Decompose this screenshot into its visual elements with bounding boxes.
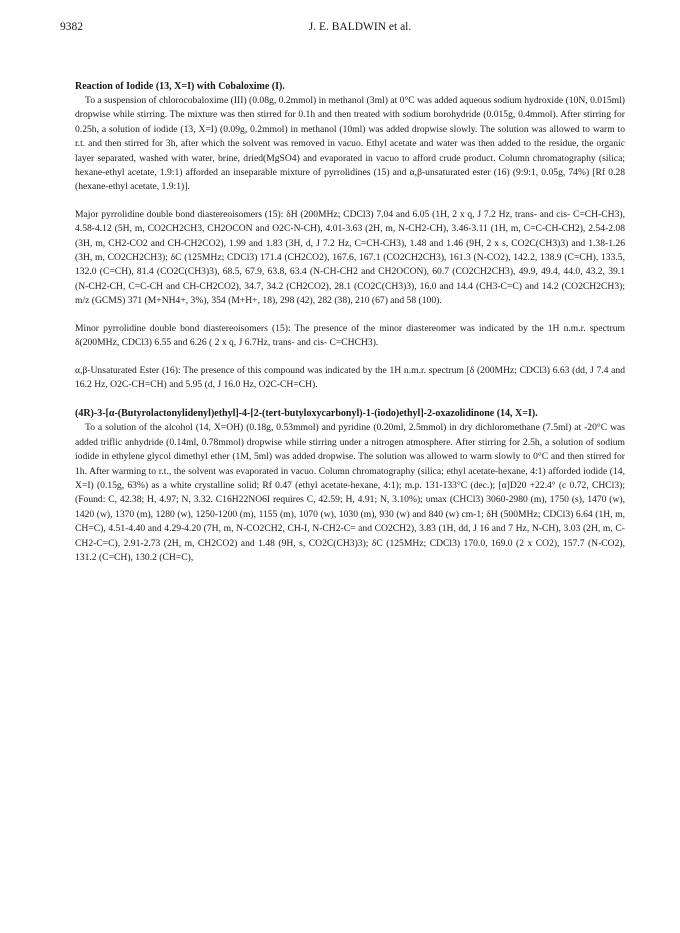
page-header xyxy=(60,21,660,37)
oxazolidinone-procedure-paragraph: To a solution of the alcohol (14, X=OH) (0.18g, 0.53mmol) and pyridine (0.20ml, 2.5mmol) in dry dichloromethane (7.5ml) at -20°C was added triflic anhydride (0.14ml, 0.78mmol) dropwise while stirring under a nitrogen atmosphere. After stirring for 2.5h, a solution of sodium iodide in ethylene glycol dimethyl ether (1M, 5ml) was added dropwise. The solution was allowed to warm slowly to 0°C and then stirred for 1h. After warming to r.t., the solvent was evaporated in vacuo. Column chromatography (silica; ethyl acetate-hexane, 4:1) afforded iodide (14, X=I) (0.15g, 63%) as a white crystalline solid; Rf 0.47 (ethyl acetate-hexane, 4:1); m.p. 131-133°C (dec.); [α]D20 +22.4° (c 0.72, CHCl3); (Found: C, 42.38; H, 4.97; N, 3.32. C16H22NO6I requires C, 42.59; H, 4.91; N, 3.10%); υmax (CHCl3) 3060-2980 (m), 1750 (s), 1470 (w), 1420 (w), 1370 (m), 1280 (w), 1250-1200 (m), 1155 (m), 1070 (w), 1030 (m), 930 (w) and 840 (w) cm-1; δH (500MHz; CDCl3) 6.64 (1H, m, CH=C), 4.51-4.40 and 4.29-4.20 (7H, m, N-CO2CH2, CH-I, N-CH2-C= and CO2CH2), 3.83 (1H, dd, J 16 and 7 Hz, N-CH), 3.03 (2H, m, C-CH2-C=C), 2.91-2.73 (2H, m, CH2CO2) and 1.48 (9H, s, CO2C(CH3)3); δC (125MHz; CDCl3) 170.0, 169.0 (2 x CO2), 157.7 (N-CO2), 131.2 (C=CH), 130.2 (CH=C), xyxy=(75,422,625,563)
running-head: J. E. BALDWIN et al. xyxy=(308,21,412,33)
unsaturated-ester-paragraph: α,β-Unsaturated Ester (16): The presence of this compound was indicated by the 1H n.m.r. spectrum [δ (200MHz; CDCl3) 6.63 (dd, J 7.4 and 16.2 Hz, O2C-CH=CH) and 5.95 (d, J 16.0 Hz, O2C-CH=CH). xyxy=(75,364,625,390)
major-diastereoisomer-paragraph: Major pyrrolidine double bond diastereoisomers (15): δH (200MHz; CDCl3) 7.04 and 6.05 (1H, 2 x q, J 7.2 Hz, trans- and cis- C=CH-CH3), 4.58-4.12 (5H, m, CO2CH2CH3, CH2OCON and O2C-N-CH), 4.01-3.63 (2H, m, N-CH2-CH), 3.46-3.11 (1H, m, C=C-CH-CH2), 2.54-2.08 (3H, m, CH2-CO2 and CH-CH2CO2), 1.99 and 1.83 (3H, d, J 7.2 Hz, C=CH-CH3), 1.48 and 1.46 (9H, 2 x s, CO2C(CH3)3) and 1.38-1.26 (3H, m, CO2CH2CH3); δC (125MHz; CDCl3) 171.4 (CH2CO2), 167.6, 167.1 (CO2CH2CH3), 161.3 (N-CO2), 142.2, 138.9 (C=CH), 133.5, 132.0 (C=CH), 81.4 (CO2C(CH3)3), 68.5, 67.9, 63.8, 63.4 (N-CH-CH2 and CH2OCON), 60.7 (CO2CH2CH3), 49.9, 49.4, 44.0, 43.2, 39.1 (N-CH2-CH, C=C-CH and CH-CH2CO2), 34.7, 34.2 (CH2CO2), 28.1 (CO2C(CH3)3), 16.0 and 14.4 (CH3-C=C) and 14.2 (CO2CH2CH3); m/z (GCMS) 371 (M+NH4+, 3%), 354 (M+H+, 18), 298 (42), 282 (38), 210 (67) and 58 (100). xyxy=(75,208,625,307)
section-heading-oxazolidinone: (4R)-3-[α-(Butyrolactonylidenyl)ethyl]-4-[2-(tert-butyloxycarbonyl)-1-(iodo)ethyl]-2-oxazolidinone (14, X=I). xyxy=(75,408,538,420)
article-body xyxy=(75,80,625,565)
page-number: 9382 xyxy=(60,21,83,33)
procedure-paragraph: To a suspension of chlorocobaloxime (III) (0.08g, 0.2mmol) in methanol (3ml) at 0°C was added aqueous sodium hydroxide (10N, 0.015ml) dropwise while stirring. The mixture was then stirred for 0.1h and then treated with sodium borohydride (0.015g, 0.4mmol). After stirring for 0.25h, a solution of iodide (13, X=I) (0.09g, 0.2mmol) in methanol (10ml) was added dropwise slowly. The solution was allowed to warm to r.t. and then stirred for 3h, after which the solvent was removed in vacuo. Ethyl acetate and water was then added to the residue, the organic layer separated, washed with water, brine, dried(MgSO4) and evaporated in vacuo to afford crude product. Column chromatography (silica; hexane-ethyl acetate, 1.9:1) afforded an inseparable mixture of pyrrolidines (15) and α,β-unsaturated ester (16) (9:9:1, 0.05g, 74%) [Rf 0.28 (hexane-ethyl acetate, 1.9:1)]. xyxy=(75,95,625,193)
section-heading-reaction-iodide: Reaction of Iodide (13, X=I) with Cobaloxime (I). xyxy=(75,81,285,92)
minor-diastereoisomer-paragraph: Minor pyrrolidine double bond diastereoisomers (15): The presence of the minor diastereomer was indicated by the 1H n.m.r. spectrum δ(200MHz, CDCl3) 6.55 and 6.26 ( 2 x q, J 6.7Hz, trans- and cis- C=CHCH3). xyxy=(75,322,625,349)
